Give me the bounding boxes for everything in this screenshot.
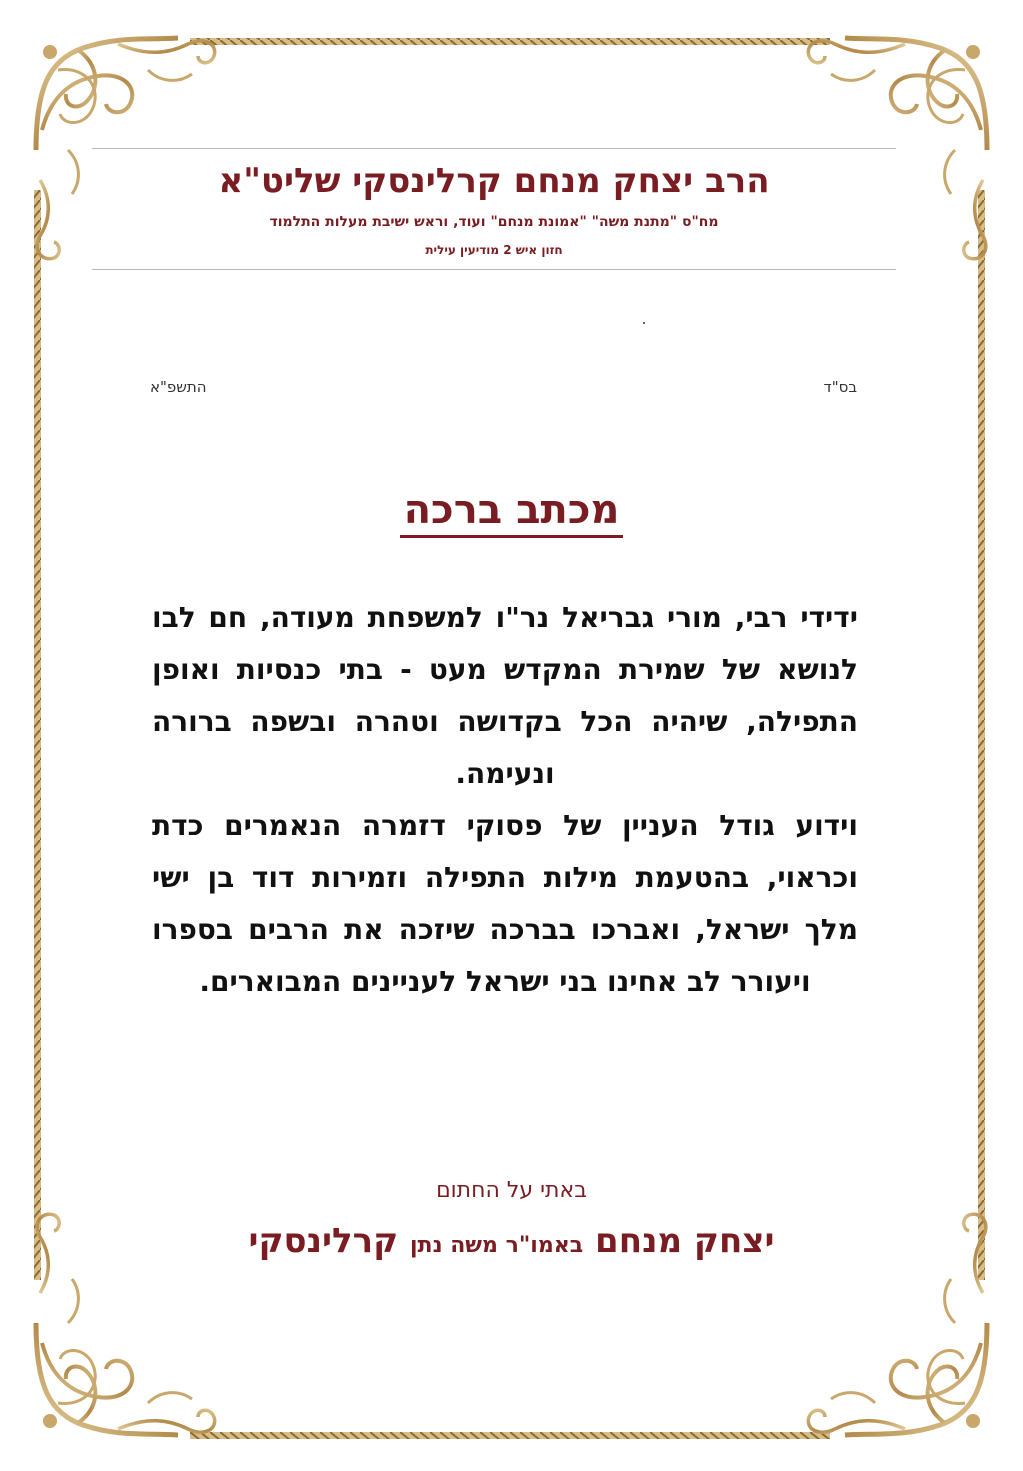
letter-heading-text: מכתב ברכה xyxy=(400,487,624,538)
letter-heading xyxy=(0,484,1023,536)
signature-first-name: יצחק מנחם xyxy=(595,1221,775,1261)
stray-dot xyxy=(643,322,645,324)
signature-name xyxy=(0,1216,1023,1271)
letterhead xyxy=(92,148,896,270)
letterhead-top-divider xyxy=(92,148,896,149)
rabbi-name: הרב יצחק מנחם קרלינסקי שליט"א xyxy=(218,161,770,201)
signature-father-name: באמו"ר משה נתן xyxy=(409,1233,584,1258)
hebrew-date: התשפ"א xyxy=(150,378,207,396)
rabbi-address: חזון איש 2 מודיעין עילית xyxy=(425,243,563,257)
letter-body xyxy=(152,592,858,1008)
letterhead-bottom-divider xyxy=(92,269,896,270)
signature-label: באתי על החתום xyxy=(436,1178,587,1203)
signature-last-name: קרלינסקי xyxy=(248,1221,399,1261)
rabbi-titles: מח"ס "מתנת משה" "אמונת מנחם" ועוד, וראש ישיבת מעלות התלמוד xyxy=(269,214,719,230)
body-paragraph-1: ידידי רבי, מורי גבריאל נר"ו למשפחת מעודה, חם לבו לנושא של שמירת המקדש מעט - בתי כנסיות ואופן התפילה, שיהיה הכל בקדושה וטהרה ובשפה ברורה ונעימה. xyxy=(152,601,858,790)
body-paragraph-2: וידוע גודל העניין של פסוקי דזמרה הנאמרים כדת וכראוי, בהטעמת מילות התפילה וזמירות דוד בן ישי מלך ישראל, ואברכו בברכה שיזכה את הרבים בספרו ויעורר לב אחינו בני ישראל לעניינים המבוארים. xyxy=(152,809,858,998)
bsd-mark: בס"ד xyxy=(823,378,857,396)
